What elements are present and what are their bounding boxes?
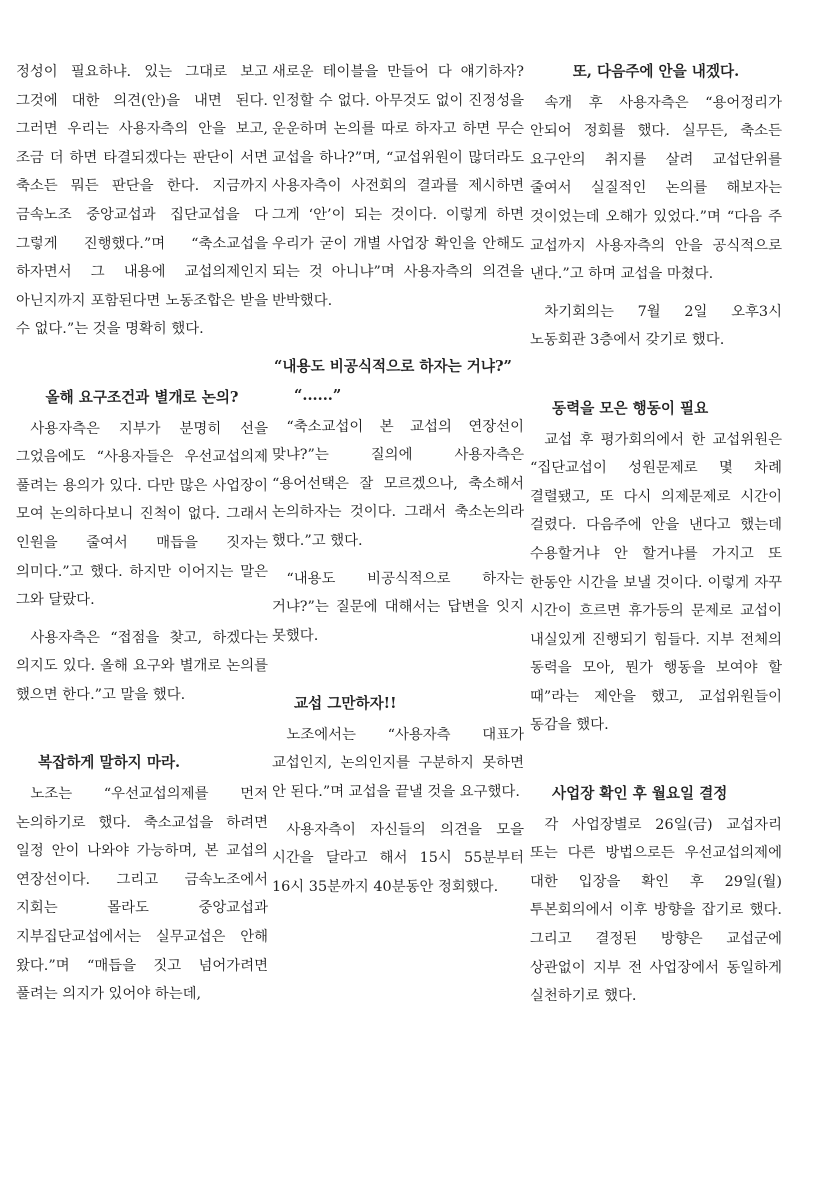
paragraph: 사용자측이 자신들의 의견을 모을 시간을 달라고 해서 15시 55분부터 16시 35분까지 40분동안 정회했다. [272,821,524,895]
paragraph: 각 사업장별로 26일(금) 교섭자리 또는 다른 방법으로든 우선교섭의제에 대한 입장을 확인 후 29일(월) 투본회의에서 이후 방향을 잡기로 했다. 그리고 결정된 방향은 교섭군에 상관없이 지부 전 사업장에서 동일하게 실천하기로 했다. [530,816,782,1005]
paragraph: 사용자측은 “접점을 찾고, 하겠다는 의지도 있다. 올해 요구와 별개로 논의를 했으면 한다.”고 말을 했다. [16,629,268,703]
paragraph: 속개 후 사용자측은 “용어정리가 안되어 정회를 했다. 실무든, 축소든 요구안의 취지를 살려 교섭단위를 줄여서 실질적인 논의를 해보자는 것이었는데 오해가 있었다.”며 “다음 주 교섭까지 사용자측의 안을 공식적으로 낸다.”고 하며 교섭을 마쳤다. [530,94,782,283]
section-heading: 교섭 그만하자!! [294,695,397,713]
paragraph: “축소교섭이 본 교섭의 연장선이 맞냐?”는 질의에 사용자측은 “용어선택은 잘 모르겠으나, 축소해서 논의하자는 것이다. 그래서 축소논의라 했다.”고 했다. [272,418,524,549]
paragraph: 새로운 테이블을 만들어 다 얘기하자? 인정할 수 없다. 아무것도 없이 진정성을 운운하며 논의를 따로 하자고 하면 무슨 교섭을 하나?”며, “교섭위원이 많더라도 사용자측이 사전회의 결과를 제시하면 그게 ‘안’이 되는 것이다. 이렇게 하면 우리가 굳이 개별 사업장 확인을 안해도 되는 것 아니냐”며 사용자측의 의견을 반박했다. [272,64,524,309]
section-heading: 또, 다음주에 안을 내겠다. [572,63,740,80]
section-heading: “내용도 비공식적으로 하자는 거냐?” [274,358,512,376]
paragraph: “내용도 비공식적으로 하자는 거냐?”는 질문에 대해서는 답변을 잇지 못했다. [272,570,524,644]
column-middle [272,58,524,910]
section-heading: 복잡하게 말하지 마라. [38,754,181,772]
paragraph: 노조에서는 “사용자측 대표가 교섭인지, 논의인지를 구분하지 못하면 안 된다.”며 교섭을 끝낼 것을 요구했다. [272,726,524,801]
column-right [530,58,782,1020]
section-heading: 동력을 모은 행동이 필요 [552,399,709,417]
paragraph: 노조는 “우선교섭의제를 먼저 논의하기로 했다. 축소교섭을 하려면 일정 안이 나와야 가능하며, 본 교섭의 연장선이다. 그리고 금속노조에서 지회는 몰라도 중앙교섭과 지부집단교섭에서는 실무교섭은 안해 왔다.”며 “매듭을 짓고 넘어가려면 풀려는 의지가 있어야 하는데, [16,786,268,1003]
column-left [16,58,268,1018]
section-heading: 사업장 확인 후 월요일 결정 [552,785,728,803]
paragraph: 정성이 필요하냐. 있는 그대로 보고 그것에 대한 의견(안)을 내면 된다. 그러면 우리는 사용자측의 안을 보고, 조금 더 하면 타결되겠다는 판단이 서면 축소든 뭐든 판단을 한다. 지금까지 금속노조 중앙교섭과 집단교섭을 다 그렇게 진행했다.”며 “축소교섭을 하자면서 그 내용에 교섭의제인지 아닌지까지 포함된다면 노동조합은 받을 수 없다.”는 것을 명확히 했다. [16,64,268,338]
paragraph: 사용자측은 지부가 분명히 선을 그었음에도 “사용자들은 우선교섭의제 풀려는 용의가 있다. 다만 많은 사업장이 모여 논의하다보니 진척이 없다. 그래서 인원을 줄여서 매듭을 짓자는 의미다.”고 했다. 하지만 이어지는 말은 그와 달랐다. [16,420,268,609]
paragraph: 차기회의는 7월 2일 오후3시 노동회관 3층에서 갖기로 했다. [530,303,782,349]
section-heading: 올해 요구조건과 별개로 논의? [45,388,239,406]
paragraph: 교섭 후 평가회의에서 한 교섭위원은 “집단교섭이 성원문제로 몇 차례 결렬됐고, 또 다시 의제문제로 시간이 걸렸다. 다음주에 안을 낸다고 했는데 수용할거냐 안 할거냐를 가지고 또 한동안 시간을 보낼 것이다. 이렇게 자꾸 시간이 흐르면 휴가등의 문제로 교섭이 내실있게 진행되기 힘들다. 지부 전체의 동력을 모아, 뭔가 행동을 보여야 할 때”라는 제안을 했고, 교섭위원들이 동감을 했다. [530,431,782,734]
section-heading: “......” [294,386,342,404]
